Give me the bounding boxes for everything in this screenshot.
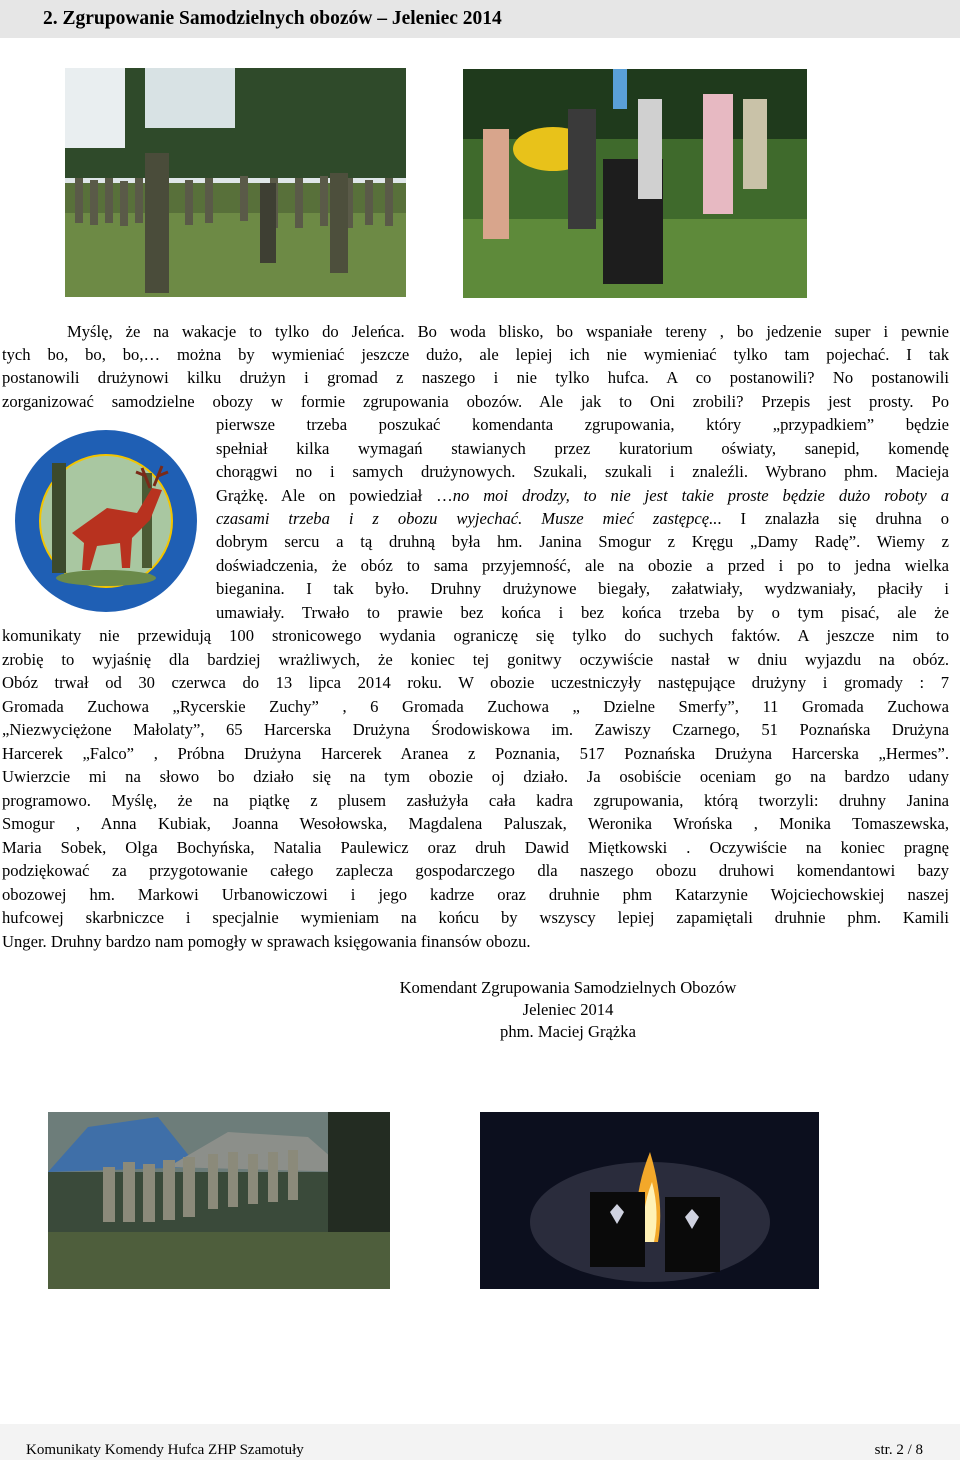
paragraph-line: pierwsze trzeba poszukać komendanta zgrupowania, który „przypadkiem” będzie (216, 415, 949, 434)
camp-tents-photo (48, 1112, 390, 1289)
paragraph-line: Grążkę. Ale on powiedział …no moi drodzy, to nie jest takie proste będzie dużo roboty a (216, 486, 949, 505)
paragraph-line: bieganina. I tak było. Druhny drużynowe biegały, załatwiały, wydzwaniały, płaciły i (216, 579, 949, 598)
signature-block (360, 977, 776, 1043)
signature-name: phm. Maciej Grążka (500, 1022, 636, 1041)
paragraph-line: zorganizować samodzielne obozy w formie zgrupowania obozów. Ale jak to Oni zrobili? Przepis jest prosty. Po (2, 392, 949, 411)
paragraph-line: podziękować za przygotowanie całego zaplecza gospodarczego dla naszego obozu druhowi komendantowi bazy (2, 861, 949, 880)
campfire-photo (480, 1112, 819, 1289)
paragraph-line: chorągwi no i samych drużynowych. Szukali, szukali i znaleźli. Wybrano phm. Macieja (216, 462, 949, 481)
scout-base-logo (12, 428, 200, 614)
paragraph-line: komunikaty nie przewidują 100 stronicowego wydania ograniczę się tylko do suchych faktów. A jeszcze nim to (2, 626, 949, 645)
paragraph-line: Myślę, że na wakacje to tylko do Jeleńca. Bo woda blisko, bo wspaniałe tereny , bo jedzenie super i pewnie (67, 322, 949, 341)
paragraph-line: programowo. Myślę, że na piątkę z plusem zasłużyła cała kadra zgrupowania, którą tworzyli: druhny Janina (2, 791, 949, 810)
paragraph-line: doświadczenia, że obóz to sama przyjemność, ale na obozie a przed i po to jedna wielka (216, 556, 949, 575)
scouts-assembly-photo (65, 68, 406, 297)
paragraph-line: postanowili drużynowi kilku drużyn i gromad z naszego i nie tylko hufca. A co postanowili? No postanowili (2, 368, 949, 387)
signature-place: Jeleniec 2014 (522, 1000, 614, 1019)
section-title: 2. Zgrupowanie Samodzielnych obozów – Jeleniec 2014 (0, 0, 960, 38)
paragraph-line: hufcowej skarbniczce i specjalnie wymieniam na końcu by wszyscy lepiej zapamiętali druhnie phm. Kamili (2, 908, 949, 927)
paragraph-line: Harcerek „Falco” , Próbna Drużyna Harcerek Aranea z Poznania, 517 Poznańska Drużyna Harcerska „Hermes”. (2, 744, 949, 763)
paragraph-line: Maria Sobek, Olga Bochyńska, Natalia Paulewicz oraz druh Dawid Miętkowski . Oczywiście na koniec pragnę (2, 838, 949, 857)
signature-role: Komendant Zgrupowania Samodzielnych Obozów (399, 978, 737, 997)
paragraph-line: Uwierzcie mi na słowo bo działo się na tym obozie oj działo. Ja osobiście oceniam go na bardzo udany (2, 767, 949, 786)
paragraph-line: „Niezwyciężone Małolaty”, 65 Harcerska Drużyna Środowiskowa im. Zawiszy Czarnego, 51 Poznańska Drużyna (2, 720, 949, 739)
paragraph-line: umawiały. Trwało to prawie bez końca i bez końca trzeba by o tym pisać, ale że (216, 603, 949, 622)
paragraph-line: spełniał kilka wymagań stawianych przez kuratorium oświaty, sanepid, komendę (216, 439, 949, 458)
page-number: str. 2 / 8 (874, 1442, 923, 1458)
paragraph-line: czasami trzeba i z obozu wyjechać. Musze mieć zastępcę... I znalazła się druhna o (216, 509, 949, 528)
paragraph-line: Obóz trwał od 30 czerwca do 13 lipca 2014 roku. W obozie uczestniczyły następujące drużyny i gromady : 7 (2, 673, 949, 692)
paragraph-line: zrobię to wyjaśnię dla bardziej wrażliwych, że koniec tej gonitwy oczywiście nastał w dniu wyjazdu na obóz. (2, 650, 949, 669)
paragraph-line: dobrym sercu a tą druhną była hm. Janina Smogur z Kręgu „Damy Radę”. Wiemy z (216, 532, 949, 551)
paragraph-line: Smogur , Anna Kubiak, Joanna Wesołowska, Magdalena Paluszak, Weronika Wrońska , Monika Tomaszewska, (2, 814, 949, 833)
paragraph-line: tych bo, bo, bo,… można by wymieniać jeszcze dużo, ale lepiej ich nie wymieniać tylko tam pojechać. I tak (2, 345, 949, 364)
paragraph-line: obozowej hm. Markowi Urbanowiczowi i jego kadrze oraz druhnie phm Katarzynie Wojciechowskiej naszej (2, 885, 949, 904)
paragraph-line: Unger. Druhny bardzo nam pomogły w sprawach księgowania finansów obozu. (2, 932, 531, 951)
page-footer (0, 1424, 960, 1460)
paragraph-line: Gromada Zuchowa „Rycerskie Zuchy” , 6 Gromada Zuchowa „ Dzielne Smerfy”, 11 Gromada Zuchowa (2, 697, 949, 716)
footer-publication: Komunikaty Komendy Hufca ZHP Szamotuły (26, 1442, 304, 1458)
water-fight-photo (463, 69, 807, 298)
